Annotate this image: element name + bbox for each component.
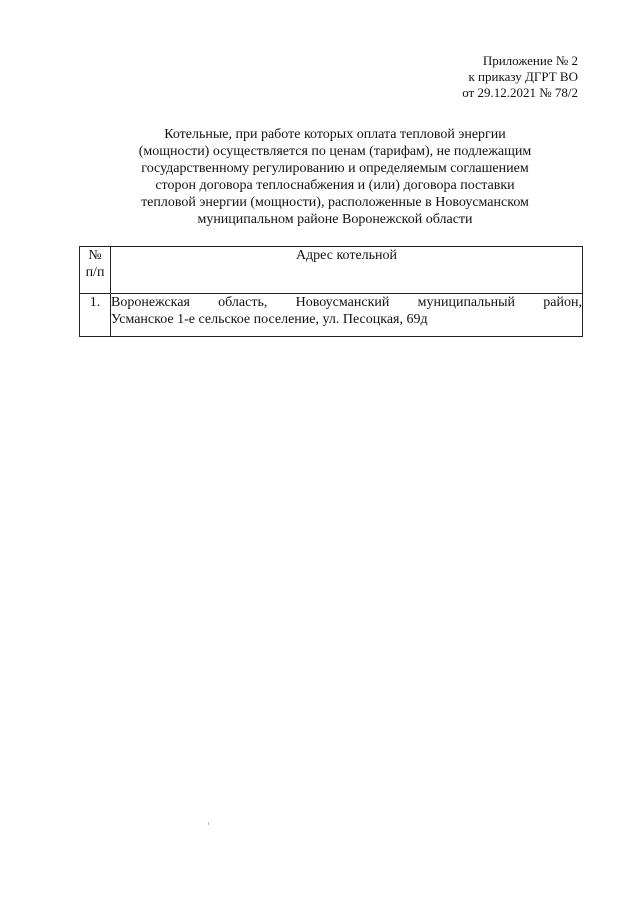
table-header-row bbox=[80, 247, 583, 294]
appendix-date: от 29.12.2021 № 78/2 bbox=[462, 85, 578, 100]
address-word: муниципальный bbox=[417, 295, 516, 310]
appendix-order: к приказу ДГРТ ВО bbox=[468, 69, 578, 84]
header-number-abbr: п/п bbox=[85, 265, 105, 280]
header-number-symbol: № bbox=[88, 248, 102, 263]
title-line: сторон договора теплоснабжения и (или) договора поставки bbox=[155, 178, 515, 193]
row-number: 1. bbox=[80, 294, 111, 337]
header-number bbox=[80, 247, 111, 294]
scan-speck bbox=[208, 822, 209, 825]
address-word: район, bbox=[543, 295, 582, 310]
boiler-table bbox=[79, 246, 583, 337]
title-line: Котельные, при работе которых оплата тепловой энергии bbox=[164, 127, 506, 142]
address-line-2: Усманское 1-е сельское поселение, ул. Песоцкая, 69д bbox=[111, 312, 428, 327]
appendix-reference bbox=[462, 53, 578, 101]
appendix-number: Приложение № 2 bbox=[482, 53, 578, 68]
header-address: Адрес котельной bbox=[111, 247, 583, 294]
row-address bbox=[111, 294, 583, 337]
title-line: тепловой энергии (мощности), расположенные в Новоусманском bbox=[141, 195, 529, 210]
address-word: Новоусманский bbox=[295, 295, 390, 310]
address-word: область, bbox=[218, 295, 268, 310]
title-line: государственному регулированию и определяемым соглашением bbox=[141, 161, 529, 176]
address-word: Воронежская bbox=[111, 295, 190, 310]
title-line: (мощности) осуществляется по ценам (тарифам), не подлежащим bbox=[138, 144, 532, 159]
table-row bbox=[80, 294, 583, 337]
document-title bbox=[100, 126, 570, 228]
title-line: муниципальном районе Воронежской области bbox=[197, 212, 473, 227]
address-line-1 bbox=[111, 294, 582, 311]
